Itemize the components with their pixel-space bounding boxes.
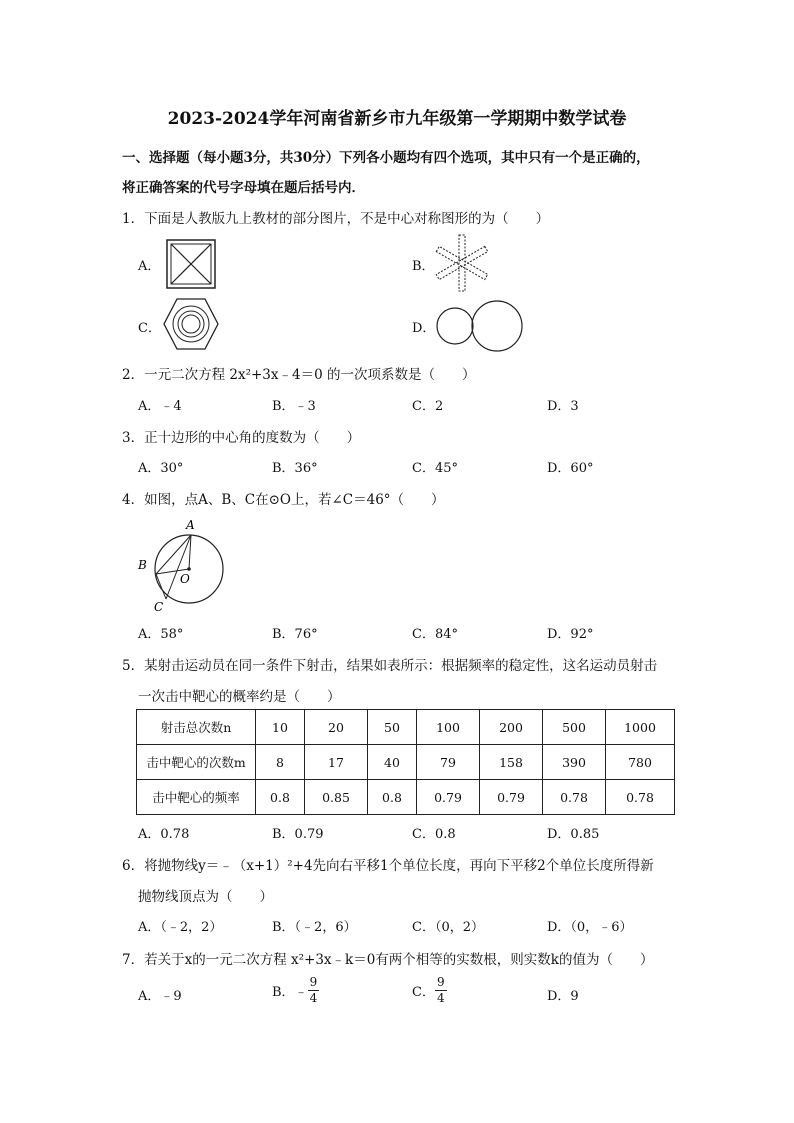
q4-option-a: A．58° <box>138 627 184 642</box>
question-4-stem: 4．如图，点A、B、C在⊙O上，若∠C＝46°（ ） <box>122 492 445 508</box>
table-cell: 10 <box>256 710 305 745</box>
q2-option-b: B．﹣3 <box>272 399 316 414</box>
table-cell: 200 <box>480 710 543 745</box>
section-heading-line2: 将正确答案的代号字母填在题后括号内． <box>122 180 365 196</box>
q7-option-b-sign: ﹣ <box>294 985 308 1000</box>
q7-option-c-label: C． <box>412 985 435 1000</box>
table-row <box>137 710 675 745</box>
q5-option-d: D．0.85 <box>547 827 600 842</box>
q5-frequency-table <box>136 709 675 815</box>
q1-figure-d-two-circles <box>435 298 525 354</box>
q5-option-c: C．0.8 <box>412 827 456 842</box>
question-7-stem: 7．若关于x的一元二次方程 x²+3x﹣k＝0有两个相等的实数根，则实数k的值为（ ） <box>122 952 654 968</box>
q2-option-d: D．3 <box>547 399 579 414</box>
table-cell: 100 <box>417 710 480 745</box>
table-cell: 0.78 <box>543 780 606 815</box>
fraction-numerator: 9 <box>436 975 445 989</box>
q1-option-c-label: C． <box>138 321 161 336</box>
table-cell: 8 <box>256 745 305 780</box>
q6-option-d: D．（0，﹣6） <box>547 920 633 935</box>
question-5-stem-line2: 一次击中靶心的概率约是（ ） <box>138 689 341 705</box>
q3-option-a: A．30° <box>138 461 184 476</box>
table-cell: 射击总次数n <box>137 710 256 745</box>
question-5-stem-line1: 5．某射击运动员在同一条件下射击，结果如表所示：根据频率的稳定性，这名运动员射击 <box>122 658 658 674</box>
q1-option-d-label: D． <box>412 321 436 336</box>
q4-label-b: B <box>138 558 147 572</box>
q3-option-d: D．60° <box>547 461 594 476</box>
table-cell: 0.85 <box>305 780 368 815</box>
q1-figure-c-hexagon-rings <box>162 297 220 351</box>
table-cell: 1000 <box>606 710 675 745</box>
page-title: 2023-2024学年河南省新乡市九年级第一学期期中数学试卷 <box>167 109 627 129</box>
table-cell: 17 <box>305 745 368 780</box>
q2-option-a: A．﹣4 <box>138 399 182 414</box>
table-cell: 500 <box>543 710 606 745</box>
q1-option-b-label: B． <box>412 259 435 274</box>
q4-option-c: C．84° <box>412 627 458 642</box>
q7-option-c <box>412 975 447 1006</box>
q1-option-a-label: A． <box>138 259 161 274</box>
question-3-stem: 3．正十边形的中心角的度数为（ ） <box>122 430 361 446</box>
question-6-stem-line1: 6．将抛物线y＝﹣（x+1）²+4先向右平移1个单位长度，再向下平移2个单位长度所得新 <box>122 858 654 874</box>
table-cell: 0.8 <box>256 780 305 815</box>
section-heading-line1: 一、选择题（每小题3分，共30分）下列各小题均有四个选项，其中只有一个是正确的， <box>122 150 650 166</box>
q1-figure-b-snowflake <box>434 233 490 293</box>
q7-option-b-label: B． <box>272 985 295 1000</box>
q1-figure-a-square-pinwheel <box>165 238 217 290</box>
q5-option-a: A．0.78 <box>138 827 190 842</box>
table-cell: 780 <box>606 745 675 780</box>
q4-option-d: D．92° <box>547 627 594 642</box>
table-cell: 击中靶心的频率 <box>137 780 256 815</box>
table-cell: 0.78 <box>606 780 675 815</box>
question-2-stem: 2．一元二次方程 2x²+3x﹣4＝0 的一次项系数是（ ） <box>122 367 476 383</box>
q7-option-c-fraction <box>435 975 447 1006</box>
fraction-denominator: 4 <box>309 991 318 1005</box>
table-cell: 0.8 <box>368 780 417 815</box>
fraction-numerator: 9 <box>309 975 318 989</box>
table-cell: 50 <box>368 710 417 745</box>
table-cell: 40 <box>368 745 417 780</box>
table-cell: 390 <box>543 745 606 780</box>
q6-option-c: C．（0，2） <box>412 920 484 935</box>
q4-label-o: O <box>180 572 190 586</box>
q7-option-b <box>272 975 319 1006</box>
q4-option-b: B．76° <box>272 627 318 642</box>
q4-label-c: C <box>154 600 164 614</box>
q7-option-a: A．﹣9 <box>138 989 182 1004</box>
question-1-stem: 1．下面是人教版九上教材的部分图片，不是中心对称图形的为（ ） <box>122 211 550 227</box>
q6-option-a: A．（﹣2，2） <box>138 920 223 935</box>
q7-option-b-fraction <box>308 975 320 1006</box>
table-row <box>137 780 675 815</box>
q2-option-c: C．2 <box>412 399 444 414</box>
q3-option-c: C．45° <box>412 461 458 476</box>
question-6-stem-line2: 抛物线顶点为（ ） <box>138 889 273 905</box>
q5-option-b: B．0.79 <box>272 827 324 842</box>
q7-option-d: D．9 <box>547 989 579 1004</box>
table-cell: 击中靶心的次数m <box>137 745 256 780</box>
q3-option-b: B．36° <box>272 461 318 476</box>
table-cell: 79 <box>417 745 480 780</box>
q6-option-b: B．（﹣2，6） <box>272 920 357 935</box>
table-cell: 158 <box>480 745 543 780</box>
table-row <box>137 745 675 780</box>
table-cell: 20 <box>305 710 368 745</box>
q4-label-a: A <box>186 518 195 532</box>
fraction-denominator: 4 <box>436 991 445 1005</box>
q4-circle-figure <box>132 514 232 614</box>
table-cell: 0.79 <box>480 780 543 815</box>
table-cell: 0.79 <box>417 780 480 815</box>
